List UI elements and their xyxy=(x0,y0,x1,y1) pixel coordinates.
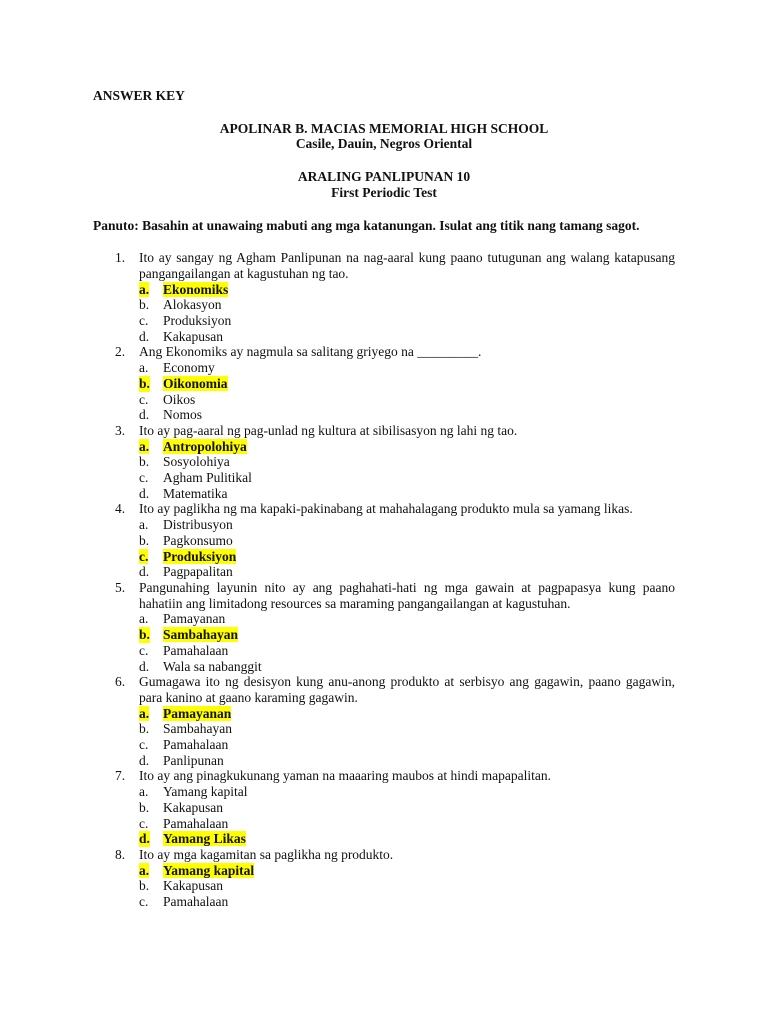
choice-text: Ekonomiks xyxy=(163,281,229,297)
question-item xyxy=(93,847,675,910)
subject-title: ARALING PANLIPUNAN 10 xyxy=(297,169,471,185)
choice-letter: a. xyxy=(139,611,149,627)
choice-content xyxy=(163,816,228,831)
answer-choice xyxy=(139,470,675,486)
choice-text: Agham Pulitikal xyxy=(163,470,252,486)
correct-answer-choice xyxy=(139,376,675,392)
choice-content xyxy=(163,659,262,674)
choice-letter: b. xyxy=(139,375,150,391)
answer-choice xyxy=(139,407,675,423)
exam-title: First Periodic Test xyxy=(331,184,437,200)
choice-letter: c. xyxy=(139,894,149,910)
choice-text: Kakapusan xyxy=(163,799,223,815)
question-number: 4. xyxy=(115,501,126,517)
question-item xyxy=(93,674,675,768)
choice-text: Pagpapalitan xyxy=(163,564,233,580)
choice-letter: b. xyxy=(139,627,150,643)
choice-content xyxy=(163,800,223,815)
instructions: Panuto: Basahin at unawaing mabuti ang mga katanungan. Isulat ang titik nang tamang sagot. xyxy=(93,217,640,233)
choice-content xyxy=(163,407,202,422)
answer-choice xyxy=(139,784,675,800)
choice-content xyxy=(163,611,225,626)
question-number: 3. xyxy=(115,422,126,438)
question-list xyxy=(93,250,675,910)
choice-letter: a. xyxy=(139,862,150,878)
answer-highlight xyxy=(163,282,228,297)
answer-choice xyxy=(139,517,675,533)
question-item xyxy=(93,423,675,502)
question-text: Ang Ekonomiks ay nagmula sa salitang griyego na _________. xyxy=(139,344,482,360)
choice-letter: a. xyxy=(139,784,149,800)
correct-answer-choice xyxy=(139,627,675,643)
answer-choice xyxy=(139,737,675,753)
choice-content xyxy=(163,329,223,344)
school-address: Casile, Dauin, Negros Oriental xyxy=(295,136,473,152)
correct-answer-choice xyxy=(139,863,675,879)
choice-letter: d. xyxy=(139,407,150,423)
choice-text: Alokasyon xyxy=(163,297,222,313)
choice-text: Wala sa nabanggit xyxy=(163,658,262,674)
choice-letter: b. xyxy=(139,297,150,313)
choice-text: Matematika xyxy=(163,485,228,501)
choice-letter: c. xyxy=(139,470,149,486)
choice-letter: b. xyxy=(139,799,150,815)
answer-choice xyxy=(139,800,675,816)
answer-choice xyxy=(139,297,675,313)
choice-text: Oikos xyxy=(163,391,196,407)
answer-choice xyxy=(139,313,675,329)
answer-choice xyxy=(139,659,675,675)
answer-choice xyxy=(139,392,675,408)
choice-text: Yamang kapital xyxy=(163,784,248,800)
answer-key-label: ANSWER KEY xyxy=(93,88,185,103)
answer-choice xyxy=(139,486,675,502)
choice-text: Economy xyxy=(163,360,215,376)
choice-letter: d. xyxy=(139,752,150,768)
answer-highlight xyxy=(163,439,247,454)
answer-choice xyxy=(139,533,675,549)
choice-text: Nomos xyxy=(163,407,203,423)
choice-text: Pamahalaan xyxy=(163,894,229,910)
choice-letter: d. xyxy=(139,658,150,674)
choice-text: Sosyolohiya xyxy=(163,454,230,470)
choice-text: Pamayanan xyxy=(163,611,226,627)
choice-letter: c. xyxy=(139,815,149,831)
choice-letter: d. xyxy=(139,485,150,501)
answer-choice xyxy=(139,643,675,659)
question-number: 8. xyxy=(115,846,126,862)
choice-content xyxy=(163,392,195,407)
correct-answer-choice xyxy=(139,706,675,722)
choice-content xyxy=(163,721,232,736)
choice-content xyxy=(163,486,227,501)
correct-answer-choice xyxy=(139,549,675,565)
answer-choice xyxy=(139,360,675,376)
answer-highlight xyxy=(163,831,246,846)
question-item xyxy=(93,580,675,674)
choice-list xyxy=(139,360,675,423)
choice-text: Antropolohiya xyxy=(163,438,247,454)
choice-list xyxy=(139,517,675,580)
correct-answer-choice xyxy=(139,439,675,455)
choice-letter: a. xyxy=(139,438,150,454)
choice-content xyxy=(163,564,233,579)
choice-letter: a. xyxy=(139,517,149,533)
question-text: Pangunahing layunin nito ay ang paghahati-hati ng mga gawain at pagpapasya kung paano hahatiin ang limitadong resources sa maraming pangangailangan at kagustuhan. xyxy=(139,579,675,611)
answer-choice xyxy=(139,878,675,894)
choice-list xyxy=(139,784,675,847)
choice-list xyxy=(139,282,675,345)
choice-text: Produksiyon xyxy=(163,548,237,564)
answer-highlight xyxy=(163,376,228,391)
answer-choice xyxy=(139,894,675,910)
choice-letter: c. xyxy=(139,737,149,753)
choice-content xyxy=(163,360,215,375)
question-text: Ito ay sangay ng Agham Panlipunan na nag-aaral kung paano tutugunan ang walang katapusang pangangailangan at kagustuhan ng tao. xyxy=(139,250,675,281)
answer-choice xyxy=(139,753,675,769)
question-number: 6. xyxy=(115,674,126,690)
choice-content xyxy=(163,737,228,752)
choice-text: Pamahalaan xyxy=(163,737,229,753)
question-text: Ito ay pag-aaral ng pag-unlad ng kultura at sibilisasyon ng lahi ng tao. xyxy=(139,422,518,438)
choice-letter: c. xyxy=(139,548,149,564)
choice-text: Sambahayan xyxy=(163,627,239,643)
choice-text: Pagkonsumo xyxy=(163,532,233,548)
choice-text: Pamahalaan xyxy=(163,815,229,831)
choice-letter: b. xyxy=(139,721,150,737)
choice-content xyxy=(163,454,230,469)
choice-letter: d. xyxy=(139,328,150,344)
answer-choice xyxy=(139,329,675,345)
spacer xyxy=(93,201,675,218)
choice-text: Sambahayan xyxy=(163,721,232,737)
choice-list xyxy=(139,611,675,674)
school-name: APOLINAR B. MACIAS MEMORIAL HIGH SCHOOL xyxy=(219,120,549,136)
choice-text: Pamayanan xyxy=(163,705,232,721)
question-item xyxy=(93,344,675,423)
choice-content xyxy=(163,878,223,893)
choice-text: Oikonomia xyxy=(163,375,228,391)
answer-choice xyxy=(139,721,675,737)
choice-text: Panlipunan xyxy=(163,752,224,768)
question-text: Ito ay mga kagamitan sa paglikha ng produkto. xyxy=(139,846,394,862)
choice-letter: c. xyxy=(139,391,149,407)
choice-text: Kakapusan xyxy=(163,878,223,894)
question-text: Ito ay ang pinagkukunang yaman na maaaring maubos at hindi mapapalitan. xyxy=(139,768,552,784)
choice-content xyxy=(163,470,252,485)
choice-letter: a. xyxy=(139,281,150,297)
choice-text: Yamang kapital xyxy=(163,862,255,878)
answer-choice xyxy=(139,454,675,470)
answer-choice xyxy=(139,816,675,832)
question-number: 1. xyxy=(115,250,126,266)
choice-list xyxy=(139,863,675,910)
answer-highlight xyxy=(163,863,254,878)
answer-highlight xyxy=(163,627,238,642)
answer-highlight xyxy=(163,706,231,721)
choice-letter: c. xyxy=(139,313,149,329)
choice-letter: b. xyxy=(139,454,150,470)
correct-answer-choice xyxy=(139,831,675,847)
answer-choice xyxy=(139,611,675,627)
choice-content xyxy=(163,297,222,312)
question-number: 5. xyxy=(115,579,126,595)
choice-text: Distribusyon xyxy=(163,517,233,533)
choice-content xyxy=(163,313,231,328)
choice-content xyxy=(163,784,248,799)
choice-letter: d. xyxy=(139,564,150,580)
choice-content xyxy=(163,643,228,658)
question-item xyxy=(93,250,675,344)
choice-text: Yamang Likas xyxy=(163,831,246,847)
question-number: 7. xyxy=(115,768,126,784)
choice-letter: b. xyxy=(139,532,150,548)
choice-content xyxy=(163,533,233,548)
choice-list xyxy=(139,439,675,502)
choice-content xyxy=(163,517,233,532)
correct-answer-choice xyxy=(139,282,675,298)
question-text: Gumagawa ito ng desisyon kung anu-anong produkto at serbisyo ang gagawin, paano gagawin, para kanino at gaano karaming gagawin. xyxy=(139,674,675,705)
choice-content xyxy=(163,753,224,768)
test-sheet xyxy=(93,88,675,910)
choice-letter: d. xyxy=(139,831,150,847)
choice-text: Produksiyon xyxy=(163,313,232,329)
answer-choice xyxy=(139,564,675,580)
choice-text: Kakapusan xyxy=(163,328,223,344)
question-item xyxy=(93,768,675,847)
choice-list xyxy=(139,706,675,769)
choice-letter: b. xyxy=(139,878,150,894)
choice-letter: a. xyxy=(139,705,150,721)
spacer xyxy=(93,152,675,169)
question-item xyxy=(93,501,675,580)
answer-highlight xyxy=(163,549,236,564)
choice-text: Pamahalaan xyxy=(163,642,229,658)
choice-letter: a. xyxy=(139,360,149,376)
choice-content xyxy=(163,894,228,909)
choice-letter: c. xyxy=(139,642,149,658)
question-number: 2. xyxy=(115,344,126,360)
question-text: Ito ay paglikha ng ma kapaki-pakinabang at mahahalagang produkto mula sa yamang likas. xyxy=(139,501,633,517)
